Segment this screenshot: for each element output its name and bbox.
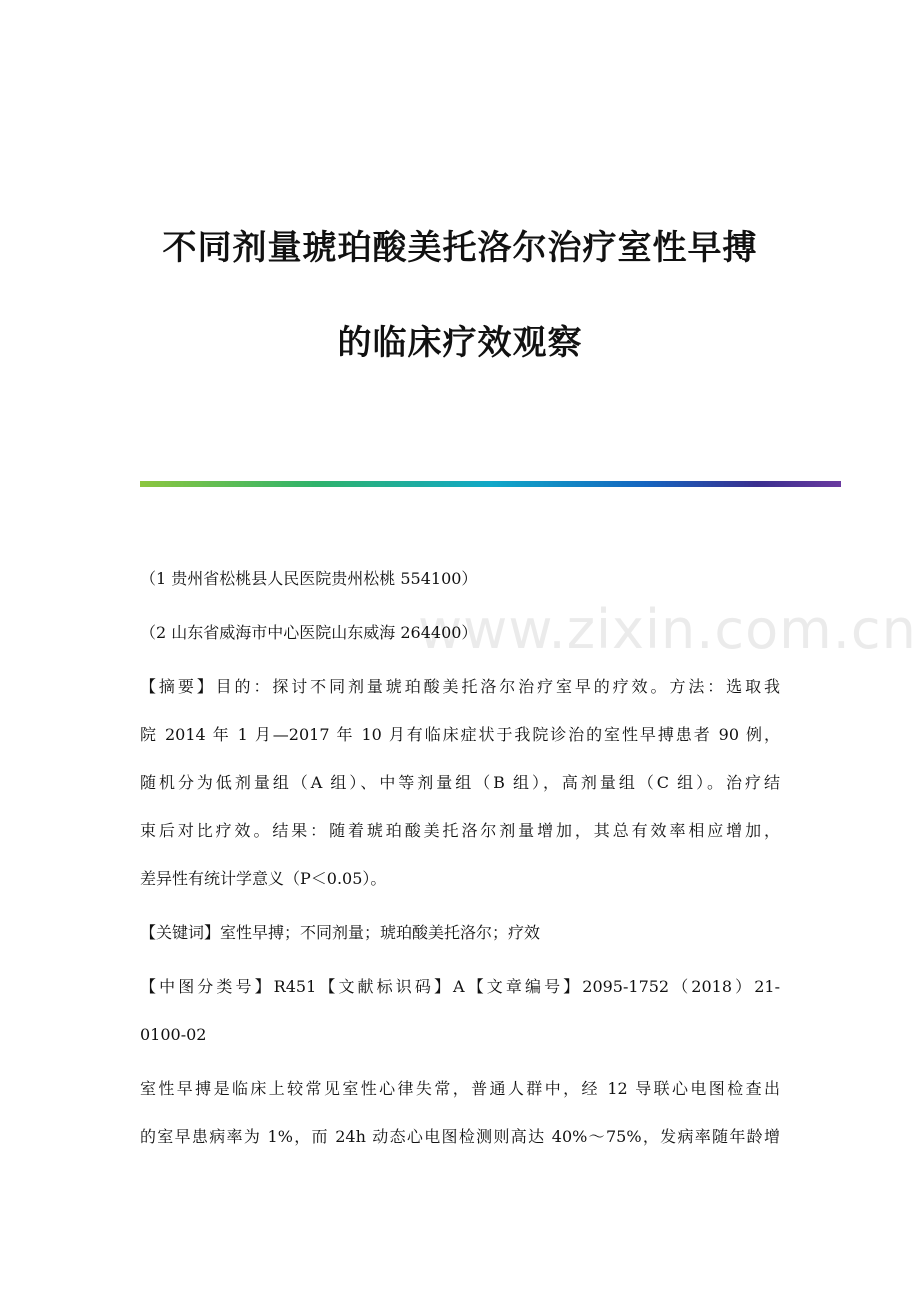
paper-body <box>140 567 780 1149</box>
paper-title-line-1: 不同剂量琥珀酸美托洛尔治疗室性早搏 <box>162 228 758 268</box>
abstract-line: 束后对比疗效。结果：随着琥珀酸美托洛尔剂量增加，其总有效率相应增加， <box>140 821 780 840</box>
introduction <box>140 1077 780 1149</box>
abstract-line: 随机分为低剂量组（A 组）、中等剂量组（B 组），高剂量组（C 组）。治疗结 <box>140 773 780 792</box>
abstract-line: 院 2014 年 1 月—2017 年 10 月有临床症状于我院诊治的室性早搏患者 90 例， <box>140 725 780 744</box>
classification-line: 0100-02 <box>140 1025 207 1044</box>
abstract <box>140 675 780 891</box>
abstract-line: 差异性有统计学意义（P＜0.05）。 <box>140 869 387 888</box>
affiliation-1: （1 贵州省松桃县人民医院贵州松桃 554100） <box>140 569 478 588</box>
intro-line: 的室早患病率为 1%，而 24h 动态心电图检测则高达 40%～75%，发病率随年龄增 <box>140 1127 780 1146</box>
watermark: www.zixin.com.cn <box>418 598 917 661</box>
abstract-line: 【摘要】目的：探讨不同剂量琥珀酸美托洛尔治疗室早的疗效。方法：选取我 <box>140 677 780 696</box>
keywords: 【关键词】室性早搏；不同剂量；琥珀酸美托洛尔；疗效 <box>140 923 541 942</box>
paper-title-line-2: 的临床疗效观察 <box>337 323 583 363</box>
classification <box>140 975 780 1047</box>
classification-line: 【中图分类号】R451【文献标识码】A【文章编号】2095-1752（2018）21- <box>140 977 780 996</box>
affiliation-2: （2 山东省威海市中心医院山东威海 264400） <box>140 623 478 642</box>
gradient-divider <box>140 481 841 487</box>
intro-line: 室性早搏是临床上较常见室性心律失常，普通人群中，经 12 导联心电图检查出 <box>140 1079 780 1098</box>
